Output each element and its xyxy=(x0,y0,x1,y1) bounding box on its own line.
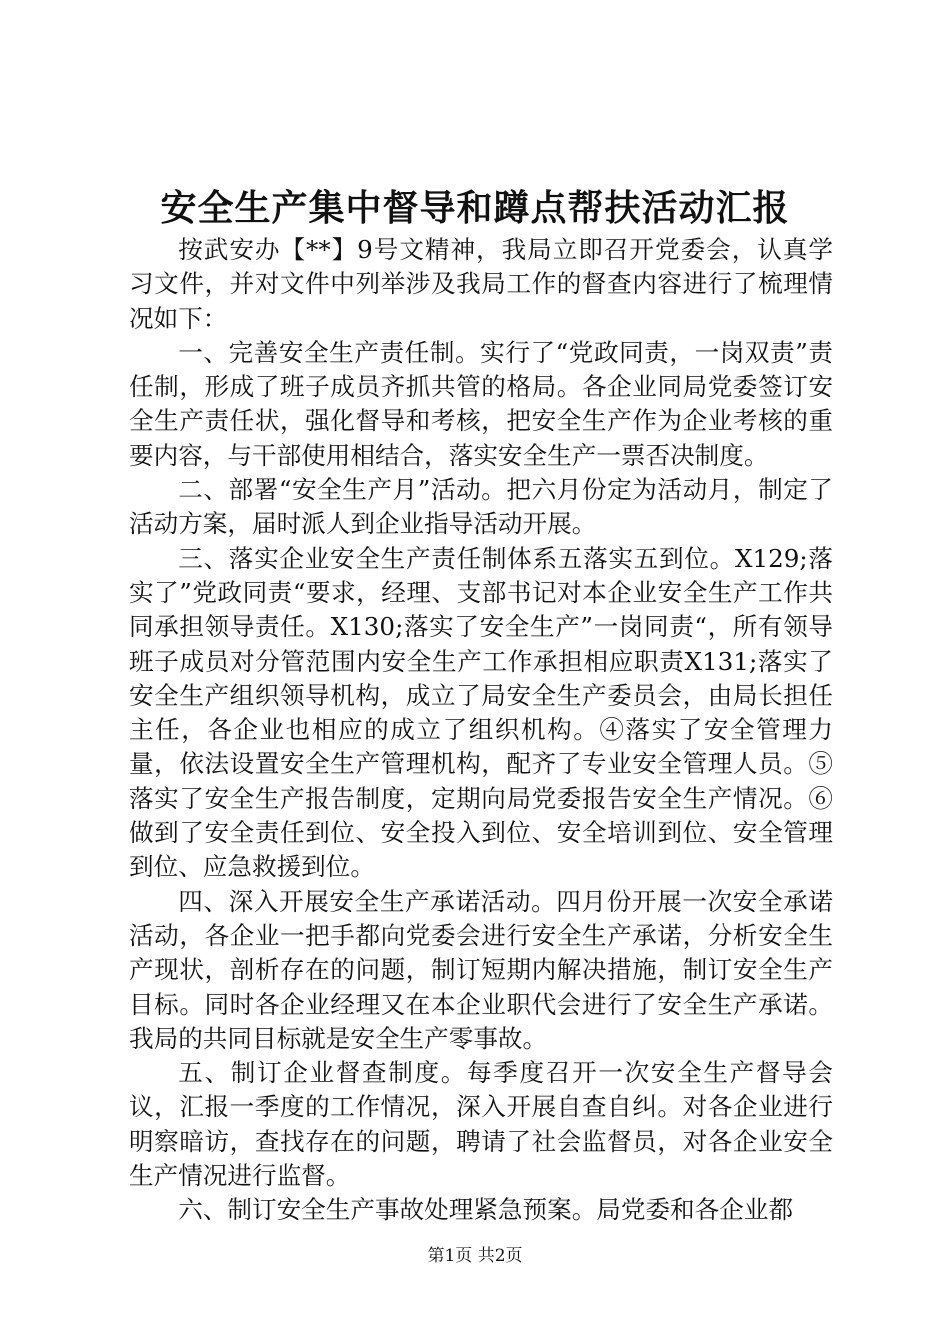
paragraph-section-4: 四、深入开展安全生产承诺活动。四月份开展一次安全承诺活动，各企业一把手都向党委会进行安全生产承诺，分析安全生产现状，剖析存在的问题，制订短期内解决措施，制订安全生产目标。同时各企业经理又在本企业职代会进行了安全生产承诺。我局的共同目标就是安全生产零事故。 xyxy=(129,886,833,1053)
document-title: 安全生产集中督导和蹲点帮扶活动汇报 xyxy=(160,187,790,229)
paragraph-intro: 按武安办【**】9号文精神，我局立即召开党委会，认真学习文件，并对文件中列举涉及我局工作的督查内容进行了梳理情况如下： xyxy=(129,235,833,333)
paragraph-section-1: 一、完善安全生产责任制。实行了“党政同责，一岗双责”责任制，形成了班子成员齐抓共管的格局。各企业同局党委签订安全生产责任状，强化督导和考核，把安全生产作为企业考核的重要内容，与干部使用相结合，落实安全生产一票否决制度。 xyxy=(129,337,833,470)
paragraph-section-5: 五、制订企业督查制度。每季度召开一次安全生产督导会议，汇报一季度的工作情况，深入开展自查自纠。对各企业进行明察暗访，查找存在的问题，聘请了社会监督员，对各企业安全生产情况进行监督。 xyxy=(129,1058,833,1191)
paragraph-section-2: 二、部署“安全生产月”活动。把六月份定为活动月，制定了活动方案，届时派人到企业指导活动开展。 xyxy=(129,475,833,539)
paragraph-section-3: 三、落实企业安全生产责任制体系五落实五到位。X129;落实了”党政同责“要求，经理、支部书记对本企业安全生产工作共同承担领导责任。X130;落实了安全生产”一岗同责“，所有领导班子成员对分管范围内安全生产工作承担相应职责X131;落实了安全生产组织领导机构，成立了局安全生产委员会，由局长担任主任，各企业也相应的成立了组织机构。④落实了安全管理力量，依法设置安全生产管理机构，配齐了专业安全管理人员。⑤落实了安全生产报告制度，定期向局党委报告安全生产情况。⑥做到了安全责任到位、安全投入到位、安全培训到位、安全管理到位、应急救援到位。 xyxy=(129,543,833,882)
page-footer: 第1页 共2页 xyxy=(427,1246,523,1266)
paragraph-section-6: 六、制订安全生产事故处理紧急预案。局党委和各企业都 xyxy=(178,1195,794,1225)
document-body xyxy=(129,233,833,1228)
